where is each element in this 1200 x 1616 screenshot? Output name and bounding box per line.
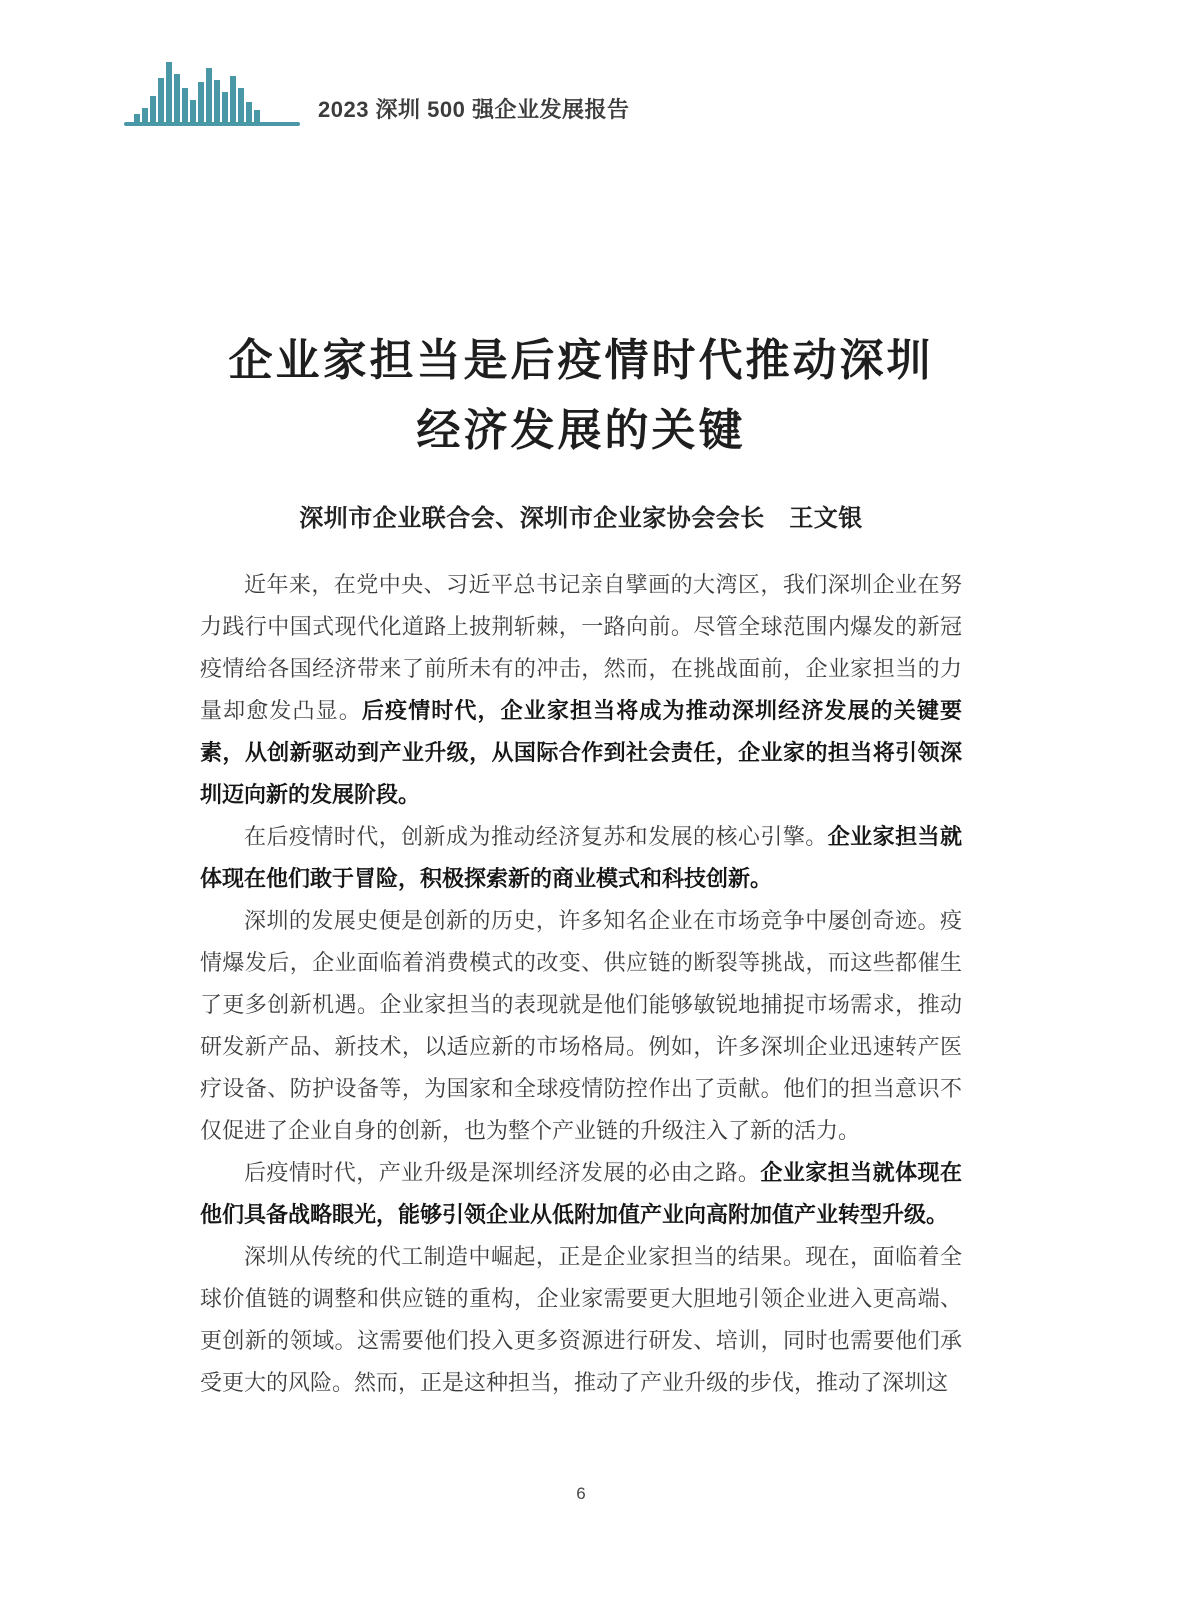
paragraph-3-text: 深圳的发展史便是创新的历史，许多知名企业在市场竞争中屡创奇迹。疫情爆发后，企业面临着消费模式的改变、供应链的断裂等挑战，而这些都催生了更多创新机遇。企业家担当的表现就是他们能够敏锐地捕捉市场需求，推动研发新产品、新技术，以适应新的市场格局。例如，许多深圳企业迅速转产医疗设备、防护设备等，为国家和全球疫情防控作出了贡献。他们的担当意识不仅促进了企业自身的创新，也为整个产业链的升级注入了新的活力。	[200, 908, 962, 1143]
city-skyline-icon	[122, 54, 302, 134]
paragraph-5	[200, 1236, 962, 1404]
article-body	[200, 564, 962, 1404]
report-title: 2023 深圳 500 强企业发展报告	[318, 97, 630, 122]
article-byline: 深圳市企业联合会、深圳市企业家协会会长 王文银	[299, 505, 863, 532]
paragraph-1	[200, 564, 962, 816]
paragraph-3	[200, 900, 962, 1152]
paragraph-2-bold-text: 企业家担当就体现在他们敢于冒险，积极探索新的商业模式和科技创新。	[200, 824, 962, 891]
page-number: 6	[576, 1484, 586, 1503]
article-title-line-1: 企业家担当是后疫情时代推动深圳	[228, 336, 934, 385]
paragraph-4-bold-text: 企业家担当就体现在他们具备战略眼光，能够引领企业从低附加值产业向高附加值产业转型升级。	[200, 1160, 962, 1227]
page-header	[122, 54, 630, 134]
paragraph-2	[200, 816, 962, 900]
paragraph-1-text: 近年来，在党中央、习近平总书记亲自擘画的大湾区，我们深圳企业在努力践行中国式现代化道路上披荆斩棘，一路向前。尽管全球范围内爆发的新冠疫情给各国经济带来了前所未有的冲击，然而，在挑战面前，企业家担当的力量却愈发凸显。	[200, 572, 962, 723]
article-title-line-2: 经济发展的关键	[416, 406, 746, 455]
paragraph-2-text: 在后疫情时代，创新成为推动经济复苏和发展的核心引擎。	[244, 824, 828, 849]
paragraph-4-text: 后疫情时代，产业升级是深圳经济发展的必由之路。	[244, 1160, 761, 1185]
paragraph-4	[200, 1152, 962, 1236]
article-title	[200, 326, 962, 466]
paragraph-1-bold-text: 后疫情时代，企业家担当将成为推动深圳经济发展的关键要素，从创新驱动到产业升级，从国际合作到社会责任，企业家的担当将引领深圳迈向新的发展阶段。	[200, 698, 962, 807]
paragraph-5-text: 深圳从传统的代工制造中崛起，正是企业家担当的结果。现在，面临着全球价值链的调整和供应链的重构，企业家需要更大胆地引领企业进入更高端、更创新的领域。这需要他们投入更多资源进行研发、培训，同时也需要他们承受更大的风险。然而，正是这种担当，推动了产业升级的步伐，推动了深圳这	[200, 1244, 962, 1395]
